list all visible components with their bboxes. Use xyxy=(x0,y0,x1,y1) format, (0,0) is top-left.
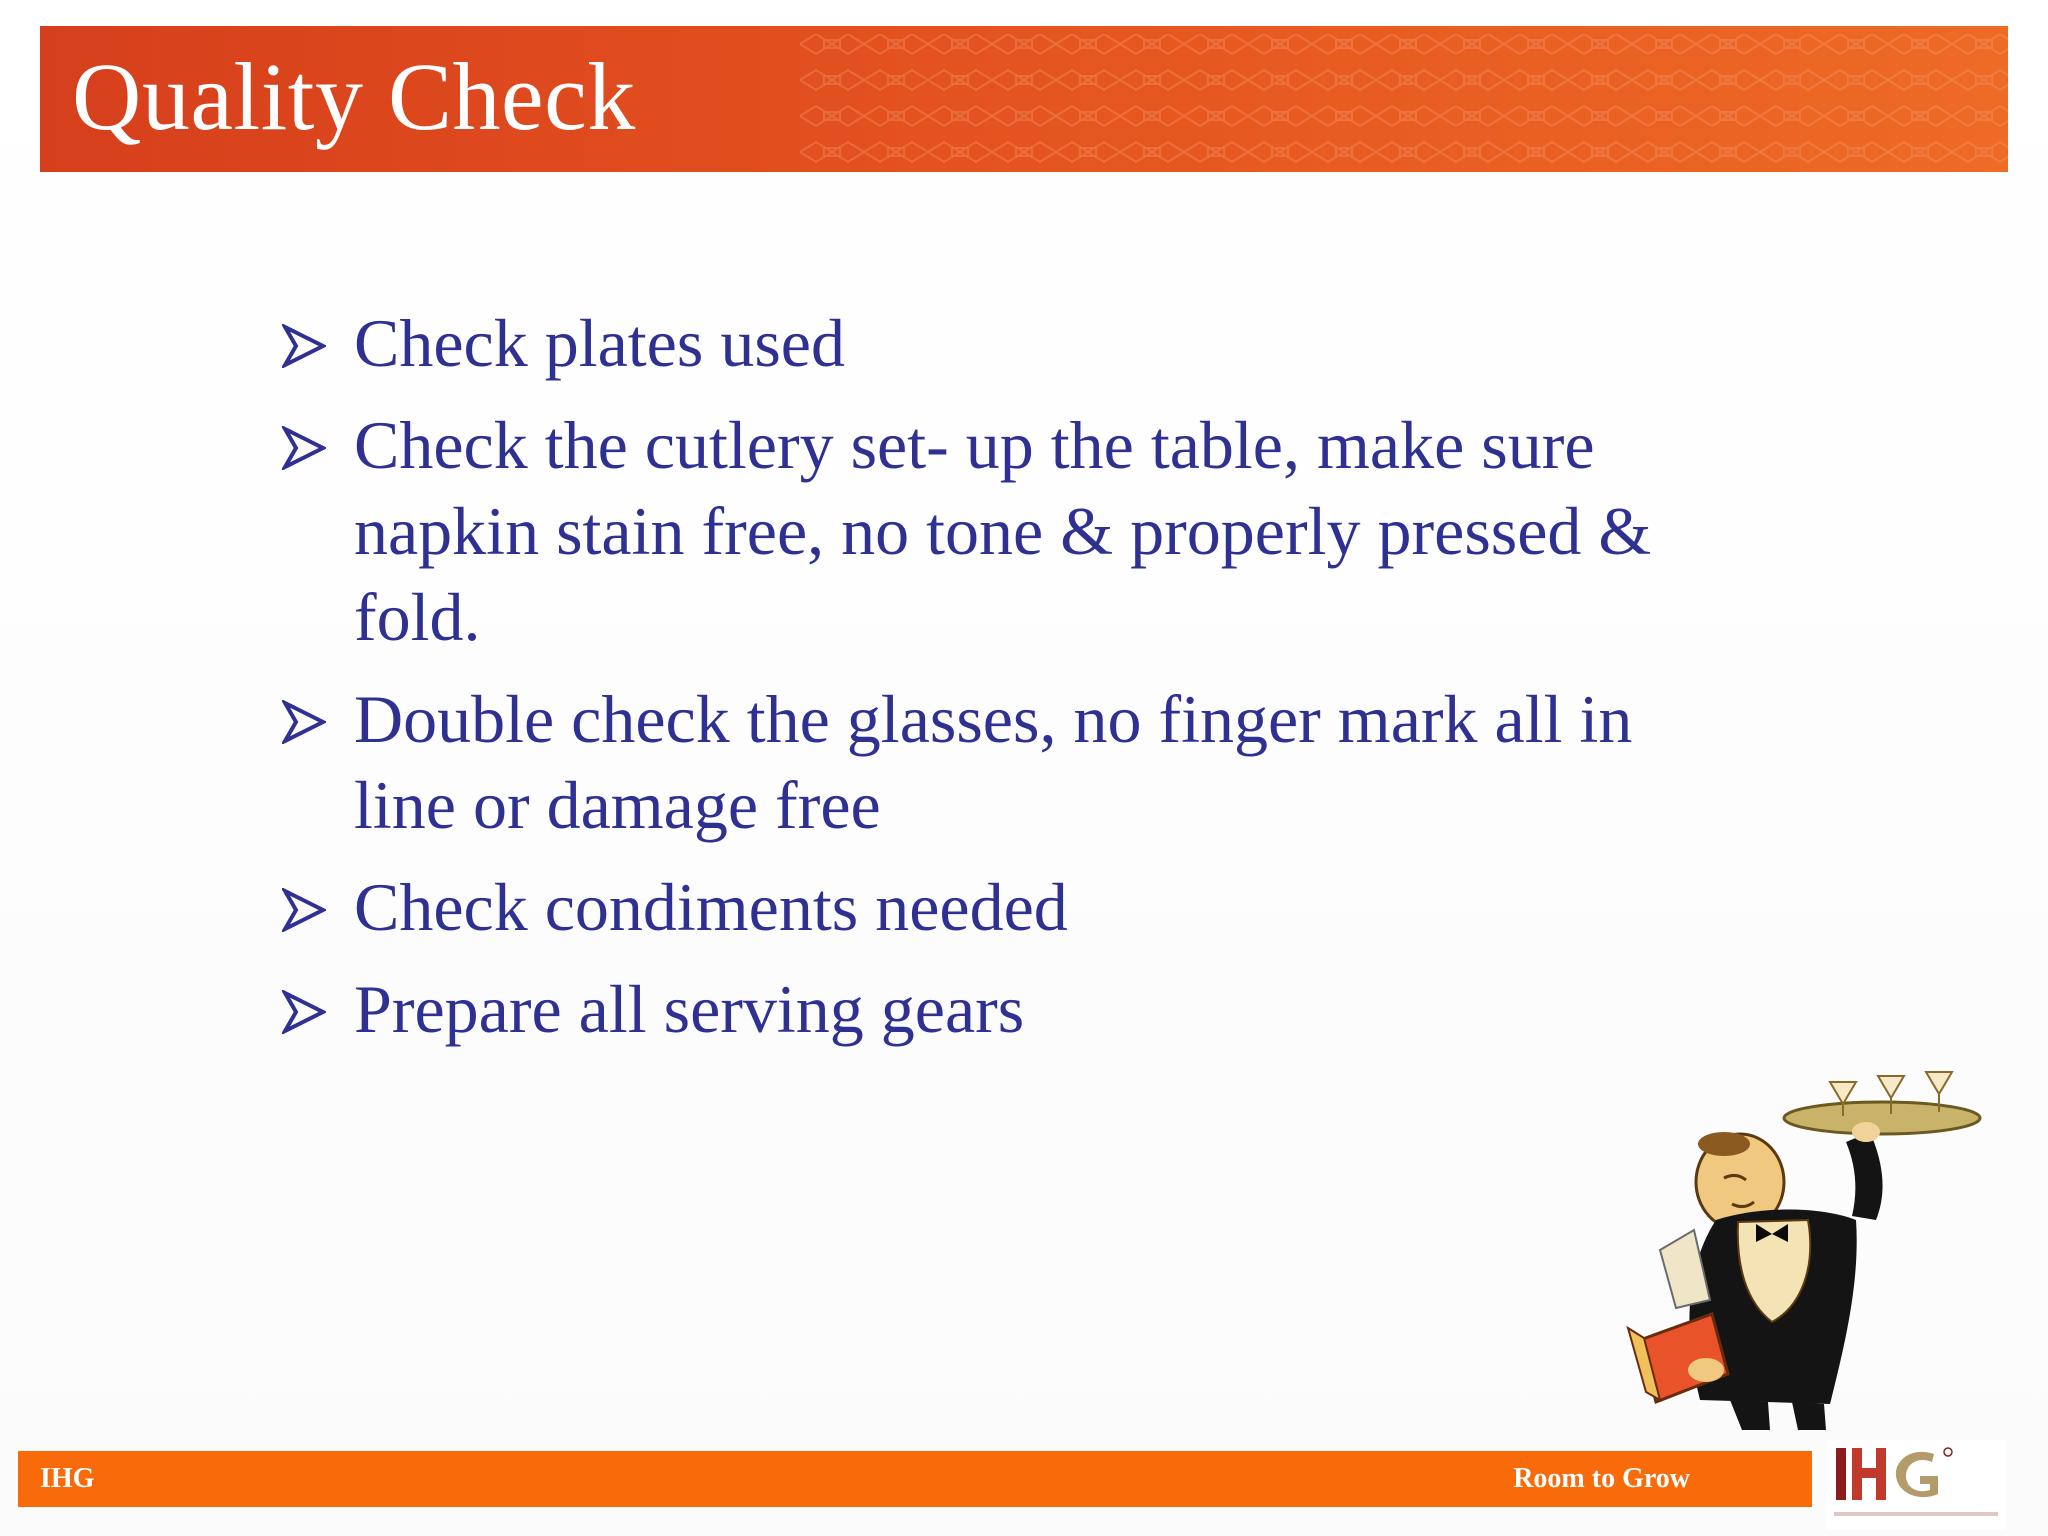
footer-company-label: IHG xyxy=(40,1463,95,1494)
title-banner xyxy=(40,26,2008,172)
arrow-bullet-icon xyxy=(282,990,326,1034)
bullet-text: Check the cutlery set- up the table, make sure napkin stain free, no tone & properly pressed & fold. xyxy=(354,407,1652,655)
footer-bar xyxy=(18,1451,1812,1507)
bullet-text: Double check the glasses, no finger mark all in line or damage free xyxy=(354,681,1633,843)
slide-title: Quality Check xyxy=(72,43,636,150)
bullet-text: Check condiments needed xyxy=(354,869,1068,945)
waiter-illustration xyxy=(1620,1070,1990,1430)
bullet-list xyxy=(280,300,1740,1068)
list-item xyxy=(280,402,1740,660)
arrow-bullet-icon xyxy=(282,888,326,932)
list-item xyxy=(280,864,1740,950)
arrow-bullet-icon xyxy=(282,324,326,368)
list-item xyxy=(280,300,1740,386)
arrow-bullet-icon xyxy=(282,700,326,744)
footer-slogan: Room to Grow xyxy=(1513,1463,1690,1494)
ihg-logo xyxy=(1826,1440,2006,1530)
list-item xyxy=(280,966,1740,1052)
bullet-text: Prepare all serving gears xyxy=(354,971,1025,1047)
banner-pattern-decoration xyxy=(800,26,2008,172)
list-item xyxy=(280,676,1740,848)
arrow-bullet-icon xyxy=(282,426,326,470)
bullet-text: Check plates used xyxy=(354,305,845,381)
